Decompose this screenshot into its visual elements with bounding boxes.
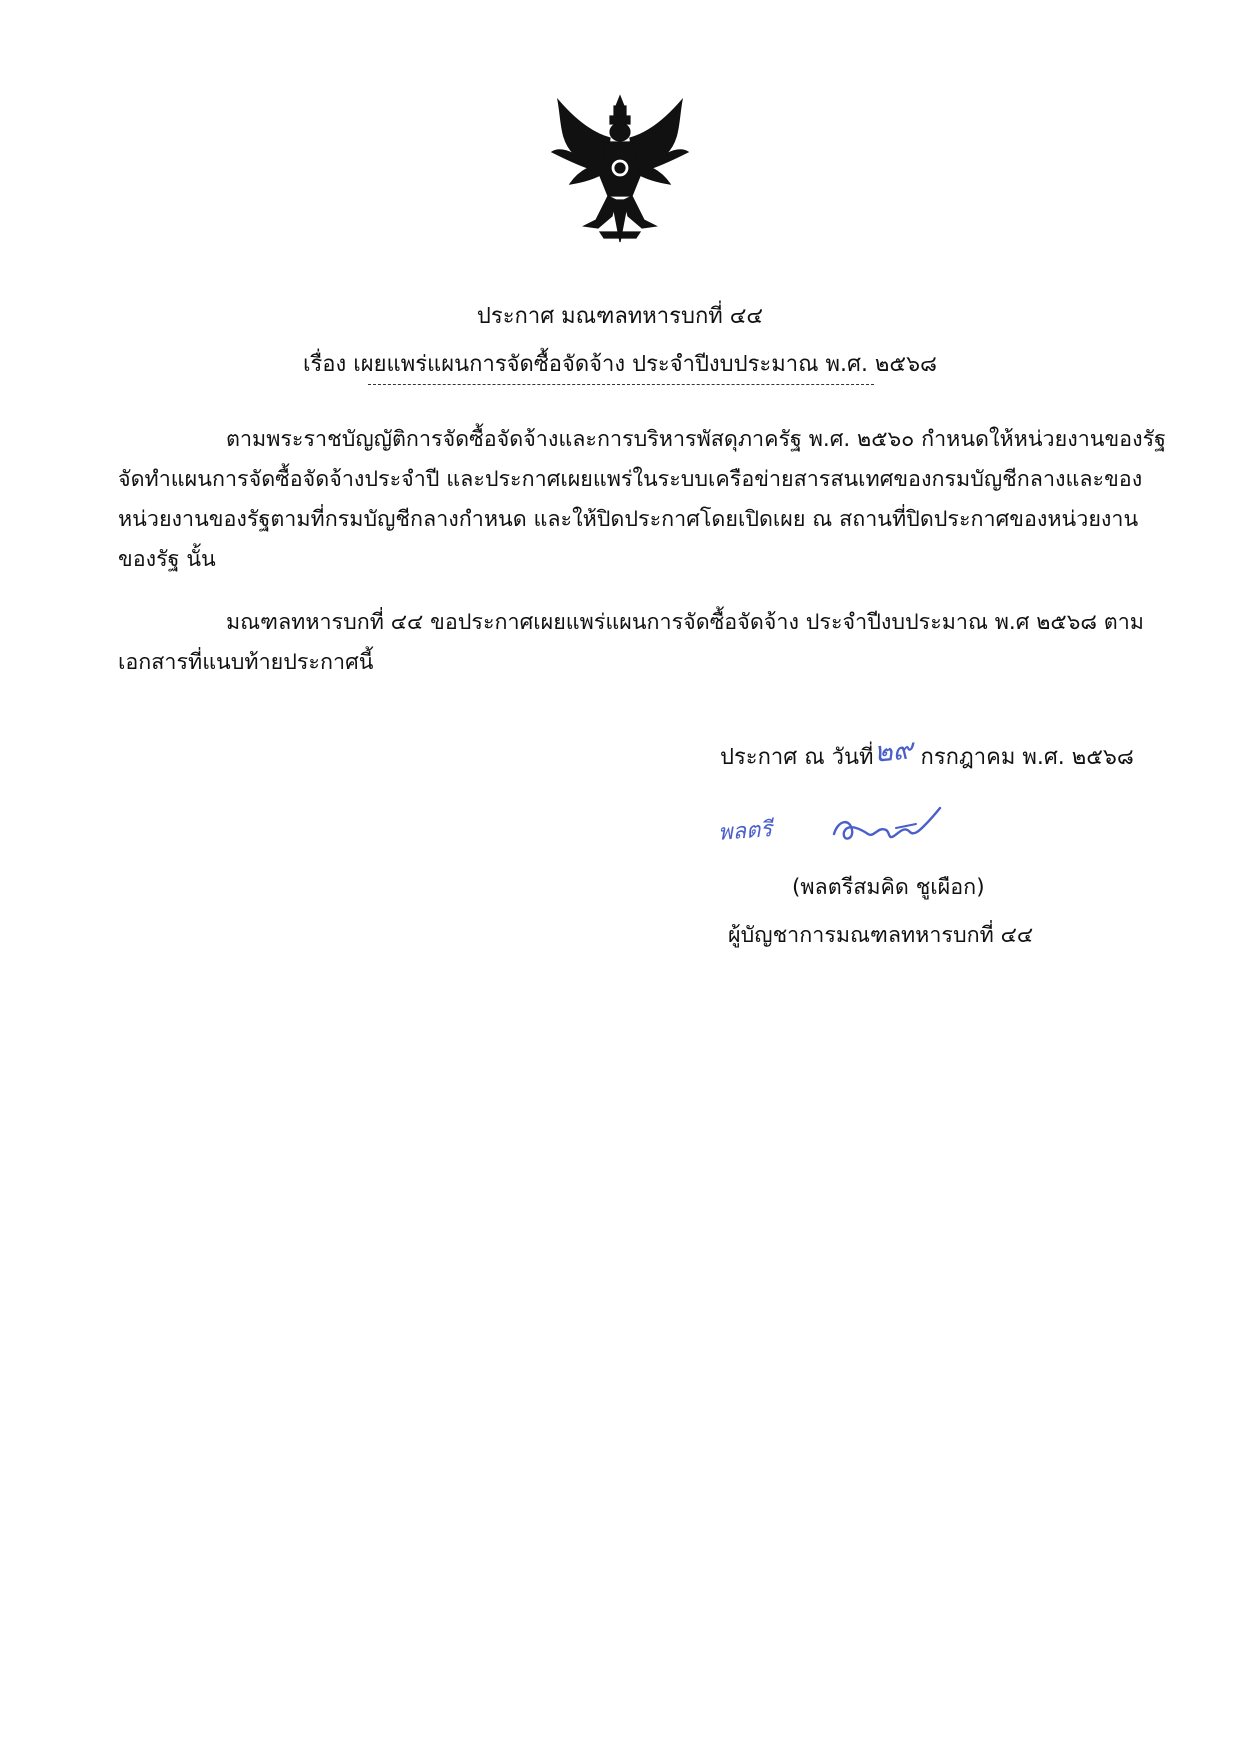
paragraph-line: เอกสารที่แนบท้ายประกาศนี้ — [118, 650, 374, 675]
paragraph-line: ของรัฐ นั้น — [118, 547, 216, 572]
paragraph-line: มณฑลทหารบกที่ ๔๔ ขอประกาศเผยแพร่แผนการจัดซื้อจัดจ้าง ประจำปีงบประมาณ พ.ศ ๒๕๖๘ ตาม — [226, 610, 1144, 635]
announcement-subject: เรื่อง เผยแพร่แผนการจัดซื้อจัดจ้าง ประจำปีงบประมาณ พ.ศ. ๒๕๖๘ — [302, 352, 938, 377]
garuda-emblem-icon — [540, 92, 700, 252]
handwritten-rank: พลตรี — [717, 817, 773, 846]
date-prefix: ประกาศ ณ วันที่ — [720, 745, 874, 770]
body-paragraph-2 — [118, 603, 1144, 683]
dashed-divider — [368, 384, 874, 385]
announcement-date — [720, 732, 1134, 773]
paragraph-line: จัดทำแผนการจัดซื้อจัดจ้างประจำปี และประกาศเผยแพร่ในระบบเครือข่ายสารสนเทศของกรมบัญชีกลางและของ — [118, 467, 1143, 492]
announcement-title: ประกาศ มณฑลทหารบกที่ ๔๔ — [476, 304, 764, 329]
signer-position: ผู้บัญชาการมณฑลทหารบกที่ ๔๔ — [728, 923, 1034, 948]
signer-name: (พลตรีสมคิด ชูเผือก) — [792, 875, 985, 900]
signature-scribble-icon — [828, 800, 948, 850]
date-month-year: กรกฎาคม พ.ศ. ๒๕๖๘ — [920, 745, 1134, 770]
paragraph-line: หน่วยงานของรัฐตามที่กรมบัญชีกลางกำหนด และให้ปิดประกาศโดยเปิดเผย ณ สถานที่ปิดประกาศของหน่วยงาน — [118, 507, 1139, 532]
body-paragraph-1 — [118, 420, 1166, 580]
paragraph-line: ตามพระราชบัญญัติการจัดซื้อจัดจ้างและการบริหารพัสดุภาครัฐ พ.ศ. ๒๕๖๐ กำหนดให้หน่วยงานของรัฐ — [226, 427, 1166, 452]
handwritten-day: ๒๙ — [871, 732, 915, 770]
